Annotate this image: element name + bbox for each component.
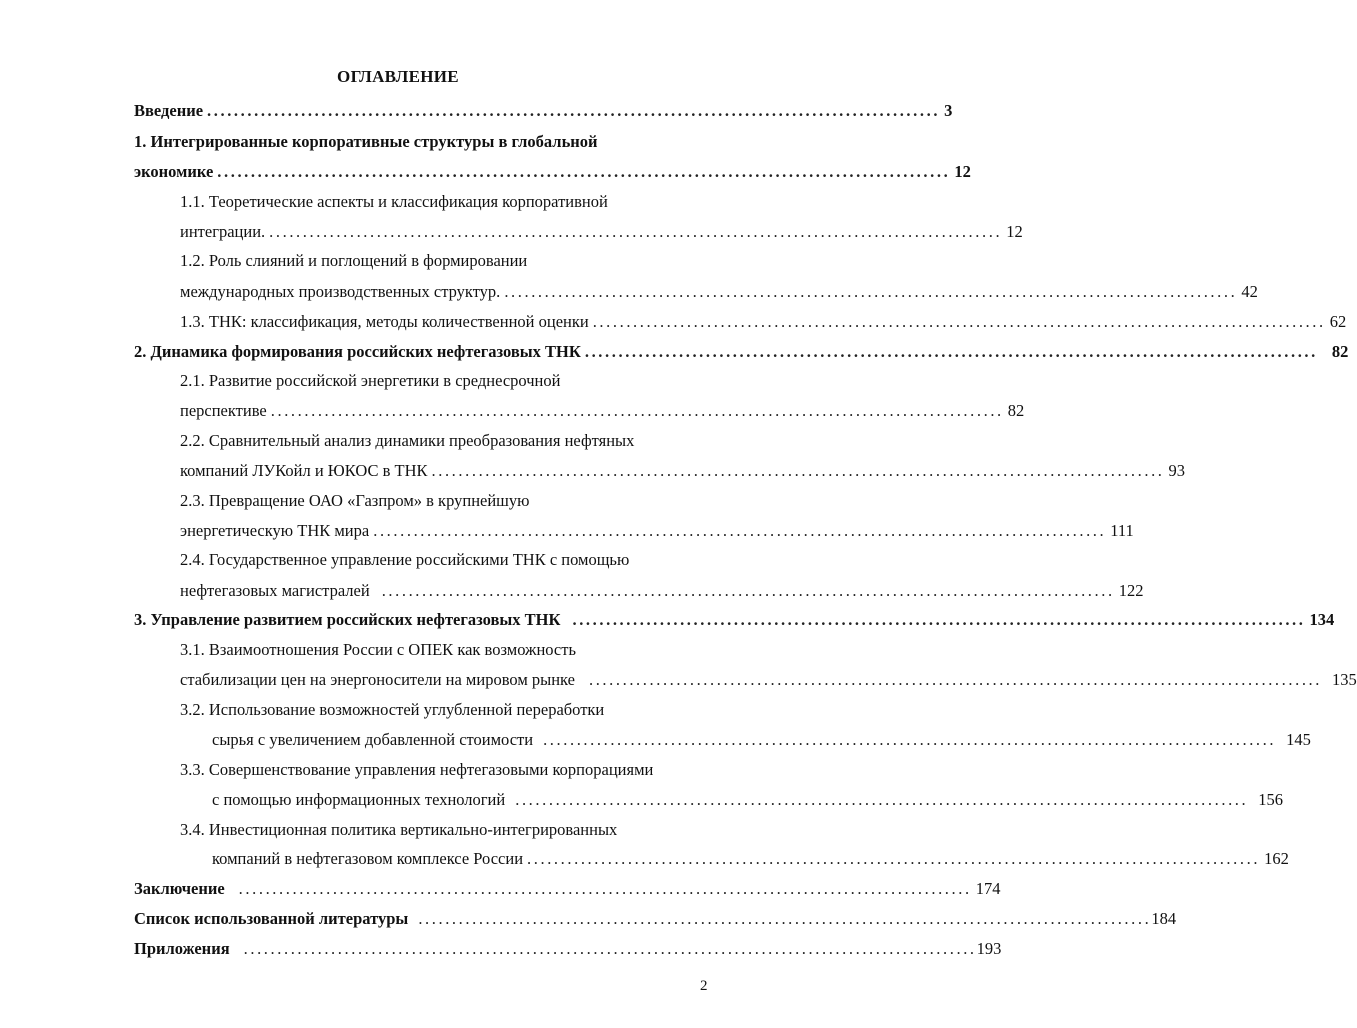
leader-dots: ............................................................................................................. (431, 461, 1165, 480)
leader-dots: ............................................................................................................. (243, 939, 977, 958)
page-number: 2 (700, 978, 708, 994)
toc-page-number: 3 (944, 101, 953, 120)
toc-entry-section-2-4 (180, 580, 1144, 602)
toc-entry-label: международных производственных структур. (180, 282, 501, 301)
toc-entry-label: стабилизации цен на энергоносители на мировом рынке (180, 670, 575, 689)
toc-entry-label: экономике (134, 162, 214, 181)
toc-page-number: 145 (1286, 730, 1311, 749)
leader-dots: ............................................................................................................. (381, 581, 1115, 600)
leader-dots: ............................................................................................................. (373, 521, 1107, 540)
toc-page-number: 193 (976, 939, 1002, 958)
toc-section-3-4-title: 3.4. Инвестиционная политика вертикально-интегрированных (180, 820, 618, 839)
toc-entry-label: компаний в нефтегазовом комплексе России (212, 849, 524, 868)
toc-entry-chapter-3 (134, 609, 1335, 631)
toc-entry-section-3-3 (212, 789, 1283, 811)
leader-dots: ............................................................................................................. (207, 101, 941, 120)
toc-entry-appendices (134, 938, 1002, 960)
toc-entry-section-2-3 (180, 520, 1134, 542)
toc-page-number: 184 (1151, 909, 1177, 928)
toc-entry-conclusion (134, 878, 1001, 900)
toc-section-2-1-title: 2.1. Развитие российской энергетики в среднесрочной (180, 371, 561, 390)
leader-dots: ............................................................................................................. (527, 849, 1261, 868)
toc-page-number: 82 (1331, 342, 1349, 361)
toc-entry-section-3-2 (212, 729, 1311, 751)
toc-section-1-1-title: 1.1. Теоретические аспекты и классификация корпоративной (180, 192, 608, 211)
leader-dots: ............................................................................................................. (543, 730, 1277, 749)
toc-entry-label: Введение (134, 101, 204, 120)
toc-page-number: 82 (1007, 401, 1025, 420)
toc-entry-section-3-4 (212, 848, 1289, 870)
toc-entry-label: Список использованной литературы (134, 909, 409, 928)
toc-entry-label: сырья с увеличением добавленной стоимости (212, 730, 534, 749)
toc-entry-intro (134, 100, 953, 122)
toc-entry-label: Заключение (134, 879, 225, 898)
toc-entry-label: нефтегазовых магистралей (180, 581, 370, 600)
toc-page-number: 135 (1332, 670, 1357, 689)
toc-page-number: 174 (975, 879, 1001, 898)
toc-entry-label: 3. Управление развитием российских нефтегазовых ТНК (134, 610, 561, 629)
toc-entry-label: компаний ЛУКойл и ЮКОС в ТНК (180, 461, 428, 480)
toc-section-3-2-title: 3.2. Использование возможностей углубленной переработки (180, 700, 605, 719)
toc-entry-chapter-2 (134, 341, 1349, 363)
leader-dots: ............................................................................................................. (504, 282, 1238, 301)
toc-page-number: 111 (1110, 521, 1134, 540)
leader-dots: ............................................................................................................. (572, 610, 1306, 629)
toc-page-number: 93 (1168, 461, 1186, 480)
leader-dots: ............................................................................................................. (584, 342, 1318, 361)
toc-entry-references (134, 908, 1177, 930)
toc-entry-label: 1.3. ТНК: классификация, методы количественной оценки (180, 312, 589, 331)
toc-section-2-4-title: 2.4. Государственное управление российскими ТНК с помощью (180, 550, 630, 569)
toc-page-number: 42 (1241, 282, 1258, 301)
toc-page-number: 156 (1258, 790, 1283, 809)
toc-entry-label: с помощью информационных технологий (212, 790, 506, 809)
leader-dots: ............................................................................................................. (217, 162, 951, 181)
leader-dots: ............................................................................................................. (270, 401, 1004, 420)
leader-dots: ............................................................................................................. (592, 312, 1326, 331)
toc-section-1-2-title: 1.2. Роль слияний и поглощений в формировании (180, 251, 528, 270)
leader-dots: ............................................................................................................. (515, 790, 1249, 809)
toc-entry-label: энергетическую ТНК мира (180, 521, 370, 540)
toc-entry-section-2-2 (180, 460, 1186, 482)
toc-entry-label: 2. Динамика формирования российских нефтегазовых ТНК (134, 342, 581, 361)
toc-entry-section-2-1 (180, 400, 1025, 422)
leader-dots: ............................................................................................................. (269, 222, 1003, 241)
toc-page-number: 162 (1264, 849, 1289, 868)
toc-entry-label: перспективе (180, 401, 267, 420)
toc-chapter-1-title: 1. Интегрированные корпоративные структуры в глобальной (134, 132, 598, 151)
toc-page-number: 12 (954, 162, 971, 181)
toc-section-2-2-title: 2.2. Сравнительный анализ динамики преобразования нефтяных (180, 431, 635, 450)
toc-page-number: 62 (1329, 312, 1347, 331)
toc-entry-section-1-1 (180, 221, 1023, 243)
leader-dots: ............................................................................................................. (418, 909, 1152, 928)
toc-entry-section-1-2 (180, 281, 1258, 303)
toc-page-number: 122 (1118, 581, 1144, 600)
toc-section-3-1-title: 3.1. Взаимоотношения России с ОПЕК как возможность (180, 640, 576, 659)
toc-section-2-3-title: 2.3. Превращение ОАО «Газпром» в крупнейшую (180, 491, 530, 510)
toc-entry-label: Приложения (134, 939, 230, 958)
toc-entry-label: интеграции. (180, 222, 266, 241)
toc-section-3-3-title: 3.3. Совершенствование управления нефтегазовыми корпорациями (180, 760, 654, 779)
leader-dots: ............................................................................................................. (588, 670, 1323, 689)
toc-entry-section-3-1 (180, 669, 1357, 691)
toc-title: ОГЛАВЛЕНИЕ (337, 67, 459, 86)
toc-page-number: 134 (1309, 610, 1335, 629)
toc-entry-chapter-1 (134, 161, 971, 183)
toc-entry-section-1-3 (180, 311, 1347, 333)
toc-page-number: 12 (1006, 222, 1023, 241)
leader-dots: ............................................................................................................. (238, 879, 972, 898)
